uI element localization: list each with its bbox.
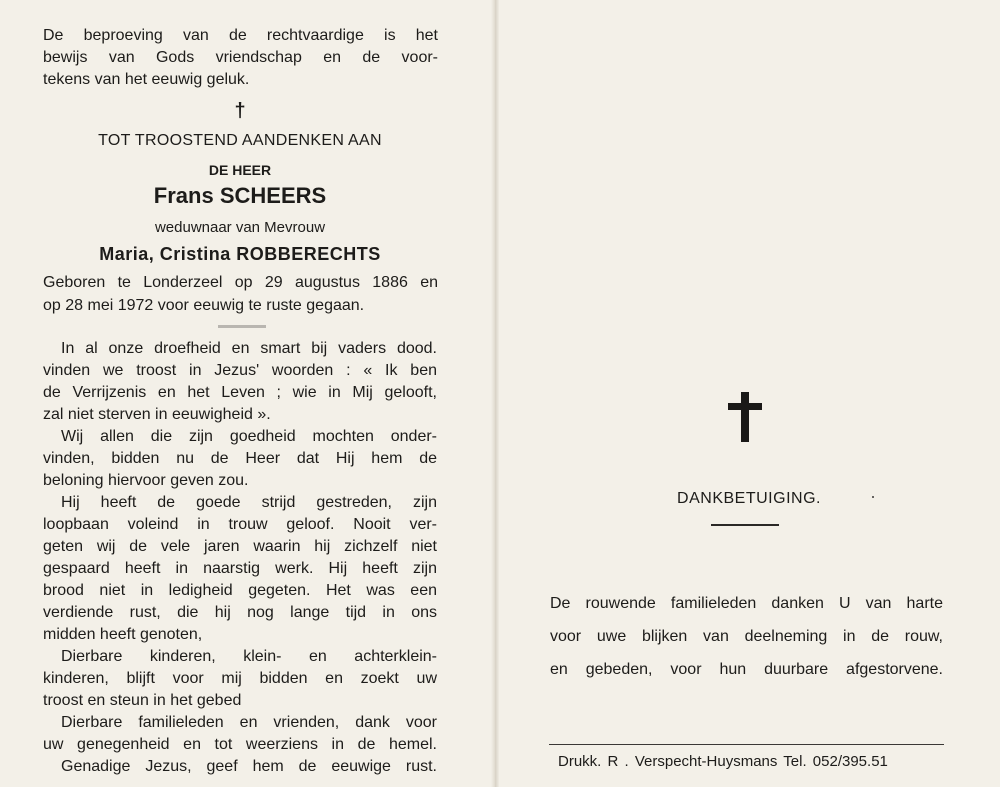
body-line: brood niet in ledigheid gegeten. Het was een — [43, 582, 437, 599]
body-line: uw genegenheid en tot weerziens in de hemel. — [43, 736, 437, 753]
title-underline — [711, 524, 779, 526]
birth-line-2: op 28 mei 1972 voor eeuwig te ruste gegaan. — [43, 297, 365, 314]
widower-line: weduwnaar van Mevrouw — [154, 219, 326, 236]
right-panel — [499, 0, 1000, 787]
body-line: beloning hiervoor geven zou. — [43, 472, 249, 489]
body-line: Dierbare familieleden en vrienden, dank voor — [61, 714, 437, 731]
printer-line: Drukk. R . Verspecht-Huysmans Tel. 052/395.51 — [558, 753, 888, 770]
body-line: Hij heeft de goede strijd gestreden, zijn — [61, 494, 437, 511]
body-line: Genadige Jezus, geef hem de eeuwige rust. — [61, 758, 437, 775]
body-line: gespaard heeft in naarstig werk. Hij heeft zijn — [43, 560, 437, 577]
body-line: geten wij de vele jaren waarin hij zichzelf niet — [43, 538, 437, 555]
cross-icon — [728, 392, 762, 442]
body-line: loopbaan voleind in trouw geloof. Nooit ver- — [43, 516, 437, 533]
body-line: Wij allen die zijn goedheid mochten onder- — [61, 428, 437, 445]
body-line: verdiende rust, die hij nog lange tijd in ons — [43, 604, 437, 621]
quote-line-3: tekens van het eeuwig geluk. — [43, 71, 250, 88]
body-line: kinderen, blijft voor mij bidden en zoekt uw — [43, 670, 437, 687]
birth-line-1: Geboren te Londerzeel op 29 augustus 1886 en — [43, 274, 438, 291]
thanks-title: DANKBETUIGING. — [677, 490, 821, 507]
body-line: In al onze droefheid en smart bij vaders dood. — [61, 340, 437, 357]
deceased-first-name: Frans — [153, 183, 214, 208]
card-fold — [491, 0, 499, 787]
memorial-heading: TOT TROOSTEND AANDENKEN AAN — [98, 132, 382, 149]
left-panel — [0, 0, 491, 787]
thanks-line-3: en gebeden, voor hun duurbare afgestorvene. — [550, 661, 943, 678]
deceased-last-name: SCHEERS — [219, 183, 327, 208]
speck-dot — [872, 496, 874, 498]
thanks-line-2: voor uwe blijken van deelneming in de rouw, — [550, 628, 943, 645]
spouse-name: Maria, Cristina ROBBERECHTS — [99, 244, 381, 264]
body-line: zal niet sterven in eeuwigheid ». — [43, 406, 271, 423]
body-line: Dierbare kinderen, klein- en achterklein- — [61, 648, 437, 665]
body-line: midden heeft genoten, — [43, 626, 203, 643]
body-line: vinden, bidden nu de Heer dat Hij hem de — [43, 450, 437, 467]
separator-rule — [218, 325, 266, 328]
body-line: vinden we troost in Jezus' woorden : « Ik ben — [43, 362, 437, 379]
body-line: troost en steun in het gebed — [43, 692, 242, 709]
footer-rule — [549, 744, 944, 745]
honorific: DE HEER — [208, 162, 272, 178]
quote-line-2: bewijs van Gods vriendschap en de voor- — [43, 49, 438, 66]
thanks-line-1: De rouwende familieleden danken U van harte — [550, 595, 943, 612]
dagger-icon: † — [234, 100, 246, 122]
quote-line-1: De beproeving van de rechtvaardige is het — [43, 27, 438, 44]
deceased-name — [40, 182, 440, 210]
body-line: de Verrijzenis en het Leven ; wie in Mij gelooft, — [43, 384, 437, 401]
